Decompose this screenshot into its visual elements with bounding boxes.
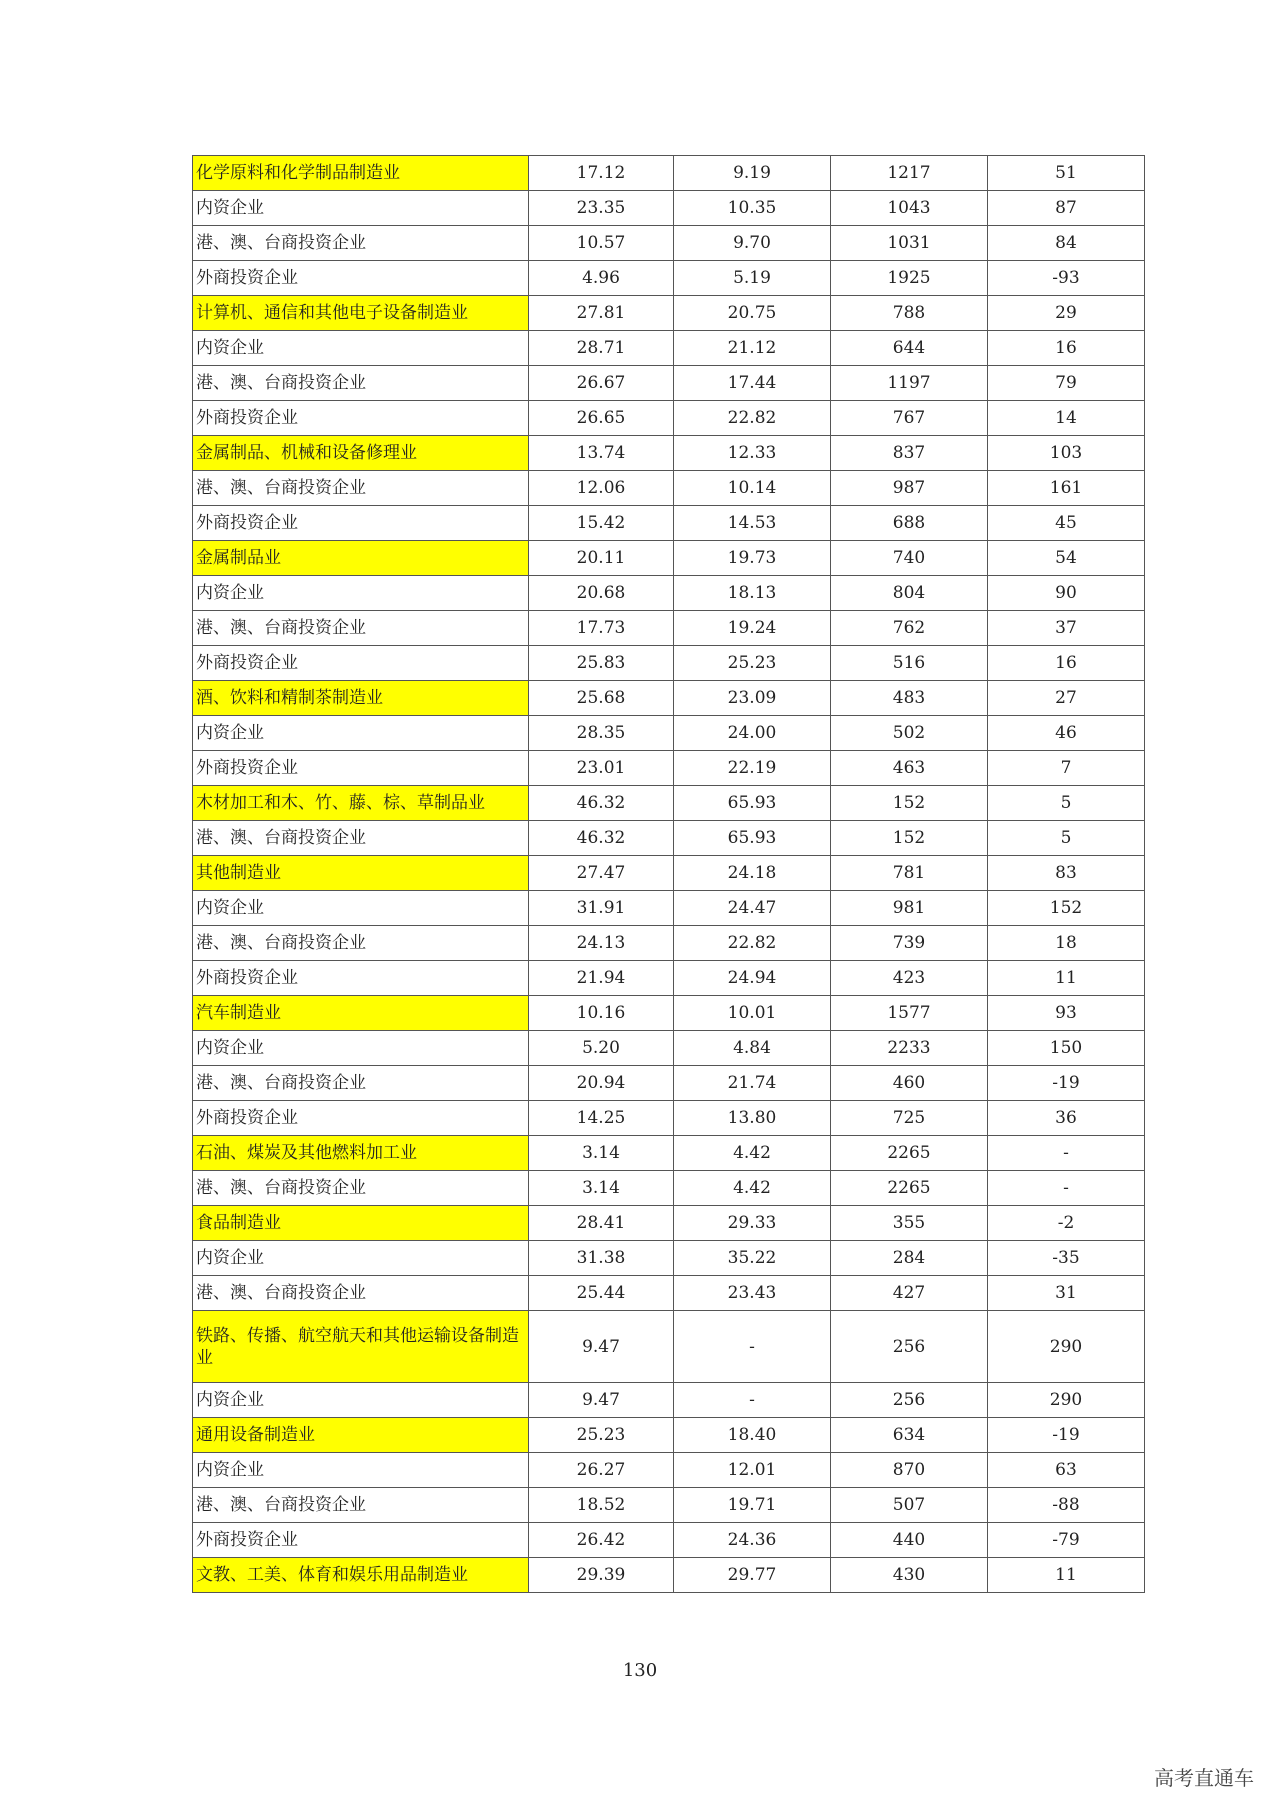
value-cell-2: 29.77 (674, 1558, 831, 1593)
value-cell-1: 46.32 (529, 821, 674, 856)
table-row (193, 1488, 1145, 1523)
value-cell-4: 31 (988, 1276, 1145, 1311)
value-cell-1: 24.13 (529, 926, 674, 961)
row-name-cell: 外商投资企业 (193, 1523, 529, 1558)
value-cell-3: 1197 (831, 366, 988, 401)
value-cell-4: 37 (988, 611, 1145, 646)
value-cell-2: 13.80 (674, 1101, 831, 1136)
value-cell-3: 725 (831, 1101, 988, 1136)
table-row (193, 366, 1145, 401)
value-cell-3: 2233 (831, 1031, 988, 1066)
table-row (193, 506, 1145, 541)
table-row (193, 1101, 1145, 1136)
row-name-cell: 计算机、通信和其他电子设备制造业 (193, 296, 529, 331)
value-cell-1: 3.14 (529, 1171, 674, 1206)
value-cell-2: 19.24 (674, 611, 831, 646)
row-name-cell: 金属制品、机械和设备修理业 (193, 436, 529, 471)
value-cell-4: 14 (988, 401, 1145, 436)
value-cell-2: 4.84 (674, 1031, 831, 1066)
value-cell-1: 27.47 (529, 856, 674, 891)
table-row (193, 296, 1145, 331)
row-name-cell: 港、澳、台商投资企业 (193, 926, 529, 961)
value-cell-1: 18.52 (529, 1488, 674, 1523)
value-cell-4: 87 (988, 191, 1145, 226)
value-cell-2: 5.19 (674, 261, 831, 296)
value-cell-4: 54 (988, 541, 1145, 576)
value-cell-1: 25.68 (529, 681, 674, 716)
value-cell-3: 423 (831, 961, 988, 996)
value-cell-3: 870 (831, 1453, 988, 1488)
value-cell-3: 430 (831, 1558, 988, 1593)
row-name-cell: 外商投资企业 (193, 401, 529, 436)
table-row (193, 821, 1145, 856)
value-cell-1: 13.74 (529, 436, 674, 471)
row-name-cell: 金属制品业 (193, 541, 529, 576)
table-row (193, 541, 1145, 576)
value-cell-4: 103 (988, 436, 1145, 471)
table-row (193, 1418, 1145, 1453)
table-row (193, 926, 1145, 961)
table-row (193, 716, 1145, 751)
value-cell-4: 161 (988, 471, 1145, 506)
table-row (193, 611, 1145, 646)
value-cell-1: 26.67 (529, 366, 674, 401)
row-name-cell: 港、澳、台商投资企业 (193, 611, 529, 646)
table-row (193, 1276, 1145, 1311)
value-cell-1: 25.23 (529, 1418, 674, 1453)
value-cell-2: 18.40 (674, 1418, 831, 1453)
row-name-cell: 外商投资企业 (193, 261, 529, 296)
value-cell-1: 14.25 (529, 1101, 674, 1136)
value-cell-2: 24.36 (674, 1523, 831, 1558)
row-name-cell: 内资企业 (193, 576, 529, 611)
table-row (193, 191, 1145, 226)
value-cell-1: 23.01 (529, 751, 674, 786)
table-row (193, 1171, 1145, 1206)
row-name-cell: 港、澳、台商投资企业 (193, 366, 529, 401)
value-cell-3: 463 (831, 751, 988, 786)
value-cell-1: 4.96 (529, 261, 674, 296)
table-row (193, 681, 1145, 716)
value-cell-2: 22.19 (674, 751, 831, 786)
value-cell-3: 837 (831, 436, 988, 471)
value-cell-4: 36 (988, 1101, 1145, 1136)
value-cell-1: 26.42 (529, 1523, 674, 1558)
value-cell-3: 152 (831, 786, 988, 821)
row-name-cell: 港、澳、台商投资企业 (193, 1488, 529, 1523)
value-cell-1: 23.35 (529, 191, 674, 226)
value-cell-3: 788 (831, 296, 988, 331)
value-cell-1: 26.65 (529, 401, 674, 436)
value-cell-1: 17.12 (529, 156, 674, 191)
table-row (193, 856, 1145, 891)
value-cell-2: 65.93 (674, 821, 831, 856)
value-cell-4: -35 (988, 1241, 1145, 1276)
row-name-cell: 外商投资企业 (193, 751, 529, 786)
table-row (193, 646, 1145, 681)
value-cell-1: 31.91 (529, 891, 674, 926)
value-cell-2: 22.82 (674, 401, 831, 436)
value-cell-4: 29 (988, 296, 1145, 331)
value-cell-4: -88 (988, 1488, 1145, 1523)
value-cell-3: 981 (831, 891, 988, 926)
value-cell-1: 17.73 (529, 611, 674, 646)
value-cell-3: 804 (831, 576, 988, 611)
value-cell-2: 10.01 (674, 996, 831, 1031)
table-row (193, 1136, 1145, 1171)
table-row (193, 961, 1145, 996)
row-name-cell: 化学原料和化学制品制造业 (193, 156, 529, 191)
value-cell-4: -2 (988, 1206, 1145, 1241)
value-cell-2: 20.75 (674, 296, 831, 331)
value-cell-1: 29.39 (529, 1558, 674, 1593)
value-cell-4: 93 (988, 996, 1145, 1031)
row-name-cell: 外商投资企业 (193, 1101, 529, 1136)
value-cell-2: 29.33 (674, 1206, 831, 1241)
row-name-cell: 内资企业 (193, 1383, 529, 1418)
row-name-cell: 其他制造业 (193, 856, 529, 891)
value-cell-2: 10.14 (674, 471, 831, 506)
value-cell-2: 18.13 (674, 576, 831, 611)
value-cell-2: 19.71 (674, 1488, 831, 1523)
value-cell-1: 12.06 (529, 471, 674, 506)
value-cell-4: -19 (988, 1418, 1145, 1453)
value-cell-3: 516 (831, 646, 988, 681)
value-cell-1: 46.32 (529, 786, 674, 821)
value-cell-4: - (988, 1171, 1145, 1206)
value-cell-3: 502 (831, 716, 988, 751)
value-cell-4: 152 (988, 891, 1145, 926)
table-row (193, 471, 1145, 506)
value-cell-3: 2265 (831, 1171, 988, 1206)
table-row (193, 1206, 1145, 1241)
value-cell-4: 45 (988, 506, 1145, 541)
value-cell-2: - (674, 1383, 831, 1418)
value-cell-2: 24.94 (674, 961, 831, 996)
value-cell-4: 150 (988, 1031, 1145, 1066)
value-cell-2: 24.18 (674, 856, 831, 891)
value-cell-1: 15.42 (529, 506, 674, 541)
value-cell-2: 21.74 (674, 1066, 831, 1101)
value-cell-2: 12.33 (674, 436, 831, 471)
row-name-cell: 内资企业 (193, 891, 529, 926)
value-cell-4: 11 (988, 961, 1145, 996)
value-cell-4: -93 (988, 261, 1145, 296)
row-name-cell: 内资企业 (193, 191, 529, 226)
value-cell-2: 23.43 (674, 1276, 831, 1311)
value-cell-2: 35.22 (674, 1241, 831, 1276)
row-name-cell: 通用设备制造业 (193, 1418, 529, 1453)
value-cell-3: 483 (831, 681, 988, 716)
value-cell-2: 9.19 (674, 156, 831, 191)
value-cell-4: 5 (988, 786, 1145, 821)
page-number: 130 (622, 1660, 658, 1681)
watermark-text: 高考直通车 (1154, 1766, 1254, 1790)
value-cell-1: 28.71 (529, 331, 674, 366)
value-cell-2: 14.53 (674, 506, 831, 541)
row-name-cell: 港、澳、台商投资企业 (193, 821, 529, 856)
value-cell-4: 7 (988, 751, 1145, 786)
value-cell-2: 4.42 (674, 1136, 831, 1171)
value-cell-4: 84 (988, 226, 1145, 261)
value-cell-3: 644 (831, 331, 988, 366)
value-cell-2: 17.44 (674, 366, 831, 401)
row-name-cell: 石油、煤炭及其他燃料加工业 (193, 1136, 529, 1171)
value-cell-1: 9.47 (529, 1383, 674, 1418)
value-cell-3: 739 (831, 926, 988, 961)
value-cell-4: 63 (988, 1453, 1145, 1488)
value-cell-4: 79 (988, 366, 1145, 401)
table-row (193, 1383, 1145, 1418)
value-cell-2: 19.73 (674, 541, 831, 576)
row-name-cell: 内资企业 (193, 331, 529, 366)
table-row (193, 401, 1145, 436)
value-cell-2: 24.47 (674, 891, 831, 926)
value-cell-1: 20.11 (529, 541, 674, 576)
value-cell-1: 25.44 (529, 1276, 674, 1311)
table-row (193, 1311, 1145, 1383)
table-row (193, 786, 1145, 821)
value-cell-2: 65.93 (674, 786, 831, 821)
value-cell-3: 688 (831, 506, 988, 541)
value-cell-4: 290 (988, 1311, 1145, 1383)
value-cell-1: 26.27 (529, 1453, 674, 1488)
table-row (193, 226, 1145, 261)
value-cell-1: 27.81 (529, 296, 674, 331)
value-cell-3: 256 (831, 1383, 988, 1418)
table-row (193, 436, 1145, 471)
table-row (193, 576, 1145, 611)
value-cell-1: 10.57 (529, 226, 674, 261)
table-row (193, 1523, 1145, 1558)
value-cell-4: 11 (988, 1558, 1145, 1593)
table-row (193, 1031, 1145, 1066)
value-cell-3: 1043 (831, 191, 988, 226)
row-name-cell: 内资企业 (193, 1453, 529, 1488)
row-name-cell: 外商投资企业 (193, 506, 529, 541)
row-name-cell: 港、澳、台商投资企业 (193, 226, 529, 261)
table-row (193, 156, 1145, 191)
table-row (193, 751, 1145, 786)
table-row (193, 261, 1145, 296)
table-row (193, 996, 1145, 1031)
value-cell-4: 290 (988, 1383, 1145, 1418)
value-cell-3: 1031 (831, 226, 988, 261)
row-name-cell: 外商投资企业 (193, 961, 529, 996)
value-cell-1: 31.38 (529, 1241, 674, 1276)
value-cell-1: 20.94 (529, 1066, 674, 1101)
row-name-cell: 酒、饮料和精制茶制造业 (193, 681, 529, 716)
row-name-cell: 汽车制造业 (193, 996, 529, 1031)
value-cell-1: 25.83 (529, 646, 674, 681)
value-cell-2: 12.01 (674, 1453, 831, 1488)
row-name-cell: 内资企业 (193, 1241, 529, 1276)
value-cell-3: 1925 (831, 261, 988, 296)
value-cell-3: 987 (831, 471, 988, 506)
value-cell-3: 427 (831, 1276, 988, 1311)
value-cell-4: 27 (988, 681, 1145, 716)
value-cell-3: 1217 (831, 156, 988, 191)
value-cell-2: 9.70 (674, 226, 831, 261)
value-cell-1: 28.41 (529, 1206, 674, 1241)
data-table (192, 155, 1145, 1593)
value-cell-1: 21.94 (529, 961, 674, 996)
value-cell-2: 22.82 (674, 926, 831, 961)
row-name-cell: 港、澳、台商投资企业 (193, 1276, 529, 1311)
value-cell-3: 634 (831, 1418, 988, 1453)
value-cell-2: 23.09 (674, 681, 831, 716)
value-cell-1: 3.14 (529, 1136, 674, 1171)
value-cell-2: 4.42 (674, 1171, 831, 1206)
table-row (193, 1066, 1145, 1101)
table-body (193, 156, 1145, 1593)
table-row (193, 1453, 1145, 1488)
value-cell-1: 20.68 (529, 576, 674, 611)
row-name-cell: 食品制造业 (193, 1206, 529, 1241)
value-cell-3: 2265 (831, 1136, 988, 1171)
value-cell-3: 440 (831, 1523, 988, 1558)
value-cell-1: 9.47 (529, 1311, 674, 1383)
row-name-cell: 木材加工和木、竹、藤、棕、草制品业 (193, 786, 529, 821)
value-cell-4: 16 (988, 646, 1145, 681)
value-cell-4: -79 (988, 1523, 1145, 1558)
value-cell-3: 256 (831, 1311, 988, 1383)
value-cell-4: 18 (988, 926, 1145, 961)
row-name-cell: 内资企业 (193, 1031, 529, 1066)
value-cell-4: -19 (988, 1066, 1145, 1101)
value-cell-4: 16 (988, 331, 1145, 366)
table-row (193, 1241, 1145, 1276)
table-row (193, 1558, 1145, 1593)
value-cell-1: 28.35 (529, 716, 674, 751)
table-row (193, 331, 1145, 366)
value-cell-3: 355 (831, 1206, 988, 1241)
value-cell-4: 5 (988, 821, 1145, 856)
value-cell-1: 10.16 (529, 996, 674, 1031)
value-cell-4: 46 (988, 716, 1145, 751)
value-cell-2: 24.00 (674, 716, 831, 751)
value-cell-3: 781 (831, 856, 988, 891)
value-cell-3: 460 (831, 1066, 988, 1101)
row-name-cell: 铁路、传播、航空航天和其他运输设备制造业 (193, 1311, 529, 1383)
value-cell-4: - (988, 1136, 1145, 1171)
row-name-cell: 港、澳、台商投资企业 (193, 1066, 529, 1101)
value-cell-3: 507 (831, 1488, 988, 1523)
value-cell-3: 767 (831, 401, 988, 436)
value-cell-1: 5.20 (529, 1031, 674, 1066)
table-row (193, 891, 1145, 926)
value-cell-3: 1577 (831, 996, 988, 1031)
value-cell-2: 25.23 (674, 646, 831, 681)
row-name-cell: 内资企业 (193, 716, 529, 751)
row-name-cell: 文教、工美、体育和娱乐用品制造业 (193, 1558, 529, 1593)
value-cell-3: 152 (831, 821, 988, 856)
value-cell-4: 83 (988, 856, 1145, 891)
value-cell-4: 51 (988, 156, 1145, 191)
value-cell-4: 90 (988, 576, 1145, 611)
row-name-cell: 外商投资企业 (193, 646, 529, 681)
value-cell-3: 762 (831, 611, 988, 646)
value-cell-3: 284 (831, 1241, 988, 1276)
value-cell-3: 740 (831, 541, 988, 576)
row-name-cell: 港、澳、台商投资企业 (193, 471, 529, 506)
value-cell-2: - (674, 1311, 831, 1383)
value-cell-2: 21.12 (674, 331, 831, 366)
value-cell-2: 10.35 (674, 191, 831, 226)
row-name-cell: 港、澳、台商投资企业 (193, 1171, 529, 1206)
